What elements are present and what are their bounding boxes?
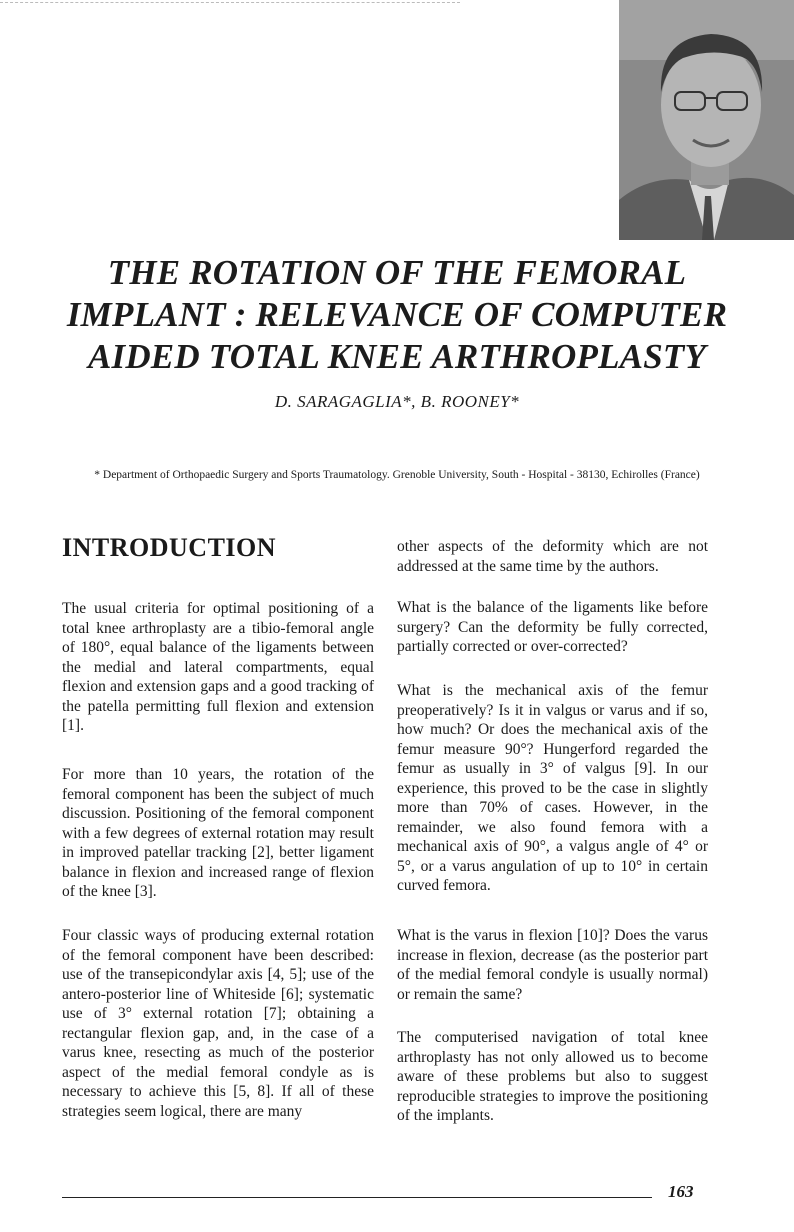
footer-rule xyxy=(62,1197,652,1198)
right-paragraph-5: The computerised navigation of total knee arthroplasty has not only allowed us to become aware of these problems but also to suggest reproducible strategies to improve the positioning of the implants. xyxy=(397,1029,708,1124)
right-paragraph-1: other aspects of the deformity which are not addressed at the same time by the authors. xyxy=(397,538,708,575)
title-line-1: THE ROTATION OF THE FEMORAL xyxy=(107,253,687,292)
right-paragraph-4: What is the varus in flexion [10]? Does the varus increase in flexion, decrease (as the posterior part of the medial femoral condyle is usually normal) or remain the same? xyxy=(397,927,708,1003)
page-number: 163 xyxy=(668,1182,694,1201)
affiliation: * Department of Orthopaedic Surgery and Sports Traumatology. Grenoble University, South - Hospital - 38130, Echirolles (France) xyxy=(94,469,700,481)
author-photo xyxy=(619,0,794,240)
left-paragraph-2: For more than 10 years, the rotation of the femoral component has been the subject of much discussion. Positioning of the femoral component with a few degrees of external rotation may result in improved patellar tracking [2], better ligament balance in flexion and increased range of flexion of the knee [3]. xyxy=(62,766,374,900)
section-heading: INTRODUCTION xyxy=(62,533,277,562)
authors: D. SARAGAGLIA*, B. ROONEY* xyxy=(274,392,520,411)
paper-title xyxy=(40,252,754,378)
title-line-3: AIDED TOTAL KNEE ARTHROPLASTY xyxy=(87,337,707,376)
top-rule xyxy=(0,2,460,3)
right-paragraph-3: What is the mechanical axis of the femur preoperatively? Is it in valgus or varus and if so, how much? Or does the mechanical axis of the femur measure 90°? Hungerford regarded the femur as usually in 3° of valgus [9]. In our experience, this proved to be the case in slightly more than 70% of cases. However, in the remainder, we also found femora with a mechanical axis of 90°, a valgus angle of 4° or 5°, or a varus angulation of up to 10° in certain curved femora. xyxy=(397,682,708,894)
right-paragraph-2: What is the balance of the ligaments like before surgery? Can the deformity be fully corrected, partially corrected or over-corrected? xyxy=(397,599,708,655)
left-paragraph-3: Four classic ways of producing external rotation of the femoral component have been described: use of the transepicondylar axis [4, 5]; use of the antero-posterior line of Whiteside [6]; systematic use of 3° external rotation [7]; obtaining a rectangular flexion gap, and, in the case of a varus knee, resecting as much of the posterior aspect of the medial femoral condyle as is necessary to achieve this [5, 8]. If all of these strategies seem logical, there are many xyxy=(62,927,374,1120)
title-line-2: IMPLANT : RELEVANCE OF COMPUTER xyxy=(66,295,728,334)
left-paragraph-1: The usual criteria for optimal positioning of a total knee arthroplasty are a tibio-femoral angle of 180°, equal balance of the ligaments between the medial and lateral compartments, equal flexion and extension gaps and a good tracking of the patella permitting full flexion and extension [1]. xyxy=(62,600,374,734)
